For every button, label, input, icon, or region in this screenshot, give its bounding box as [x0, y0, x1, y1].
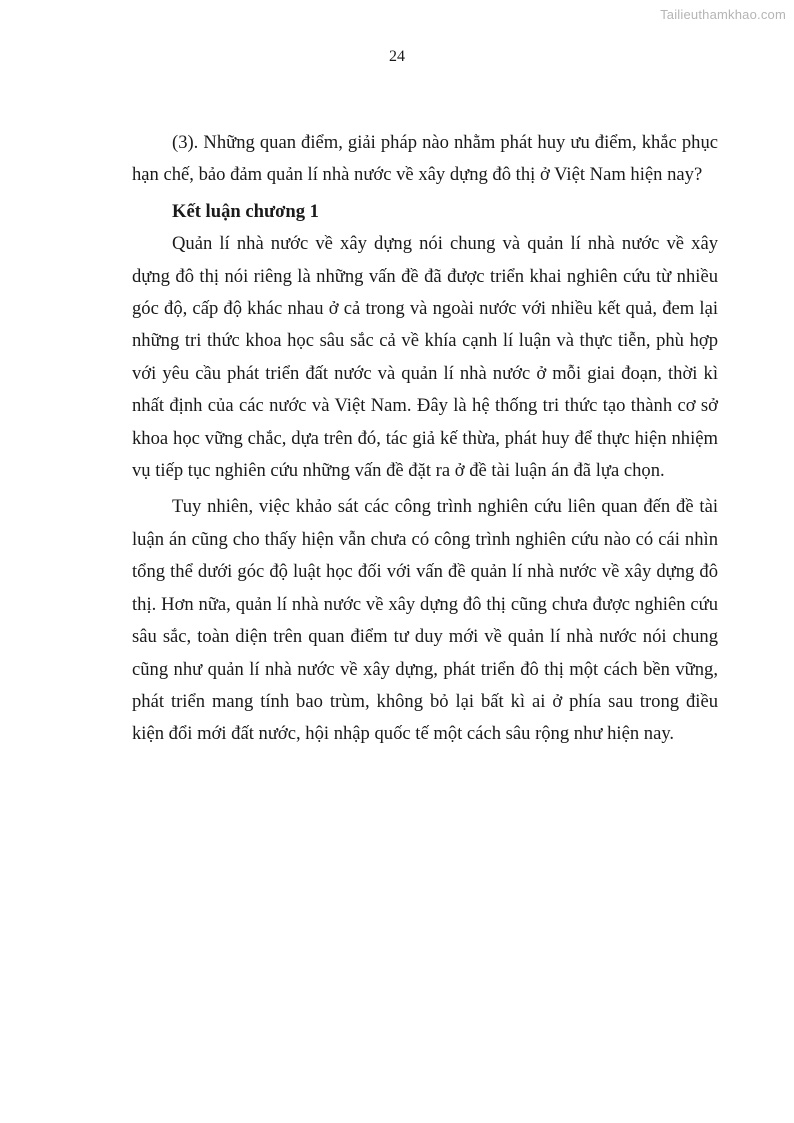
- section-heading: Kết luận chương 1: [172, 200, 319, 222]
- body-paragraph: Quản lí nhà nước về xây dựng nói chung và quản lí nhà nước về xây dựng đô thị nói riêng là những vấn đề đã được triển khai nghiên cứu từ nhiều góc độ, cấp độ khác nhau ở cả trong và ngoài nước với nhiều kết quả, đem lại những tri thức khoa học sâu sắc cả về khía cạnh lí luận và thực tiễn, phù hợp với yêu cầu phát triển đất nước và quản lí nhà nước ở mỗi giai đoạn, thời kì nhất định của các nước và Việt Nam. Đây là hệ thống tri thức tạo thành cơ sở khoa học vững chắc, dựa trên đó, tác giả kế thừa, phát huy để thực hiện nhiệm vụ tiếp tục nghiên cứu những vấn đề đặt ra ở đề tài luận án đã lựa chọn.: [132, 233, 718, 482]
- page-number: 24: [389, 48, 405, 65]
- watermark: Tailieuthamkhao.com: [660, 7, 786, 22]
- document-body: [132, 127, 718, 755]
- body-paragraph: Tuy nhiên, việc khảo sát các công trình nghiên cứu liên quan đến đề tài luận án cũng cho thấy hiện vẫn chưa có công trình nghiên cứu nào có cái nhìn tổng thể dưới góc độ luật học đối với vấn đề quản lí nhà nước về xây dựng đô thị. Hơn nữa, quản lí nhà nước về xây dựng đô thị cũng chưa được nghiên cứu sâu sắc, toàn diện trên quan điểm tư duy mới về quản lí nhà nước nói chung cũng như quản lí nhà nước về xây dựng, phát triển đô thị một cách bền vững, phát triển mang tính bao trùm, không bỏ lại bất kì ai ở phía sau trong điều kiện đổi mới đất nước, hội nhập quốc tế một cách sâu rộng như hiện nay.: [132, 496, 718, 745]
- question-paragraph: (3). Những quan điểm, giải pháp nào nhằm phát huy ưu điểm, khắc phục hạn chế, bảo đảm quản lí nhà nước về xây dựng đô thị ở Việt Nam hiện nay?: [132, 132, 718, 186]
